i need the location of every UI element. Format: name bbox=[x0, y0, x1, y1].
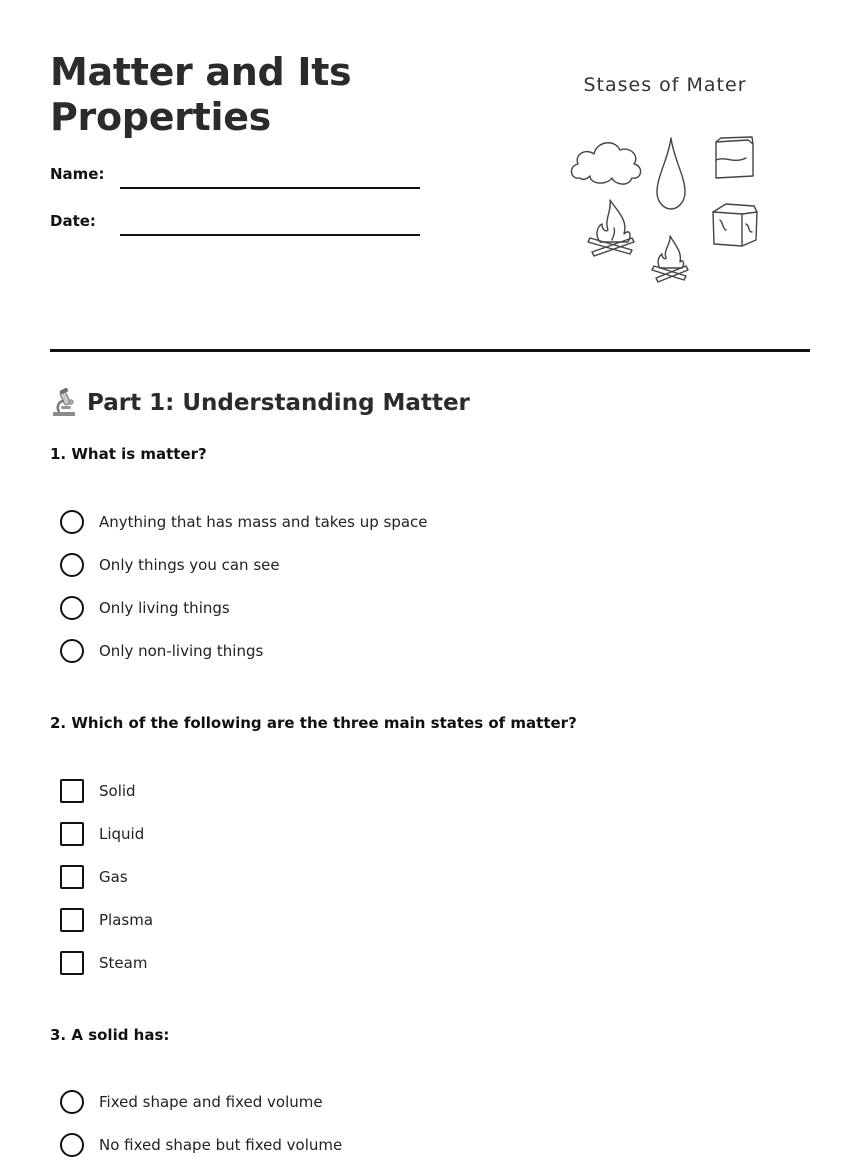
ice-block-icon bbox=[713, 204, 757, 246]
section-divider bbox=[50, 349, 810, 352]
radio-button[interactable] bbox=[60, 510, 84, 534]
q2-option-2[interactable] bbox=[60, 821, 144, 847]
section-title: Part 1: Understanding Matter bbox=[87, 390, 470, 416]
radio-button[interactable] bbox=[60, 553, 84, 577]
date-label: Date: bbox=[50, 212, 96, 230]
ice-cube-icon bbox=[716, 137, 753, 178]
radio-button[interactable] bbox=[60, 596, 84, 620]
radio-button[interactable] bbox=[60, 1133, 84, 1157]
checkbox[interactable] bbox=[60, 822, 84, 846]
q3-option-1[interactable] bbox=[60, 1089, 323, 1115]
q2-option-4[interactable] bbox=[60, 907, 153, 933]
question-2: 2. Which of the following are the three main states of matter? bbox=[50, 714, 577, 732]
option-label: Plasma bbox=[99, 911, 154, 929]
q1-option-1[interactable] bbox=[60, 509, 428, 535]
checkbox[interactable] bbox=[60, 908, 84, 932]
option-label: Gas bbox=[99, 868, 128, 886]
small-campfire-icon bbox=[652, 236, 688, 282]
option-label: Fixed shape and fixed volume bbox=[99, 1093, 323, 1111]
q1-option-2[interactable] bbox=[60, 552, 280, 578]
option-label: Only things you can see bbox=[99, 556, 280, 574]
q2-option-1[interactable] bbox=[60, 778, 136, 804]
checkbox[interactable] bbox=[60, 865, 84, 889]
q2-option-5[interactable] bbox=[60, 950, 147, 976]
q3-option-2[interactable] bbox=[60, 1132, 342, 1158]
illustration-caption: Stases of Mater bbox=[583, 74, 747, 96]
question-1: 1. What is matter? bbox=[50, 445, 207, 463]
name-label: Name: bbox=[50, 165, 105, 183]
cloud-icon bbox=[571, 143, 640, 184]
checkbox[interactable] bbox=[60, 779, 84, 803]
question-3: 3. A solid has: bbox=[50, 1026, 170, 1044]
q1-option-4[interactable] bbox=[60, 638, 263, 664]
date-field[interactable] bbox=[120, 234, 420, 236]
radio-button[interactable] bbox=[60, 1090, 84, 1114]
option-label: Steam bbox=[99, 954, 148, 972]
option-label: Only non-living things bbox=[99, 642, 264, 660]
water-drop-icon bbox=[657, 138, 685, 209]
option-label: Liquid bbox=[99, 825, 145, 843]
page-title: Matter and Its Properties bbox=[50, 50, 352, 139]
option-label: Only living things bbox=[99, 599, 230, 617]
radio-button[interactable] bbox=[60, 639, 84, 663]
q2-option-3[interactable] bbox=[60, 864, 128, 890]
option-label: Solid bbox=[99, 782, 136, 800]
option-label: Anything that has mass and takes up space bbox=[99, 513, 428, 531]
section-heading-part-1 bbox=[50, 386, 470, 420]
campfire-icon bbox=[588, 200, 634, 256]
states-of-matter-illustration bbox=[540, 60, 790, 300]
q1-option-3[interactable] bbox=[60, 595, 230, 621]
option-label: No fixed shape but fixed volume bbox=[99, 1136, 343, 1154]
microscope-icon bbox=[50, 388, 78, 418]
checkbox[interactable] bbox=[60, 951, 84, 975]
name-field[interactable] bbox=[120, 187, 420, 189]
